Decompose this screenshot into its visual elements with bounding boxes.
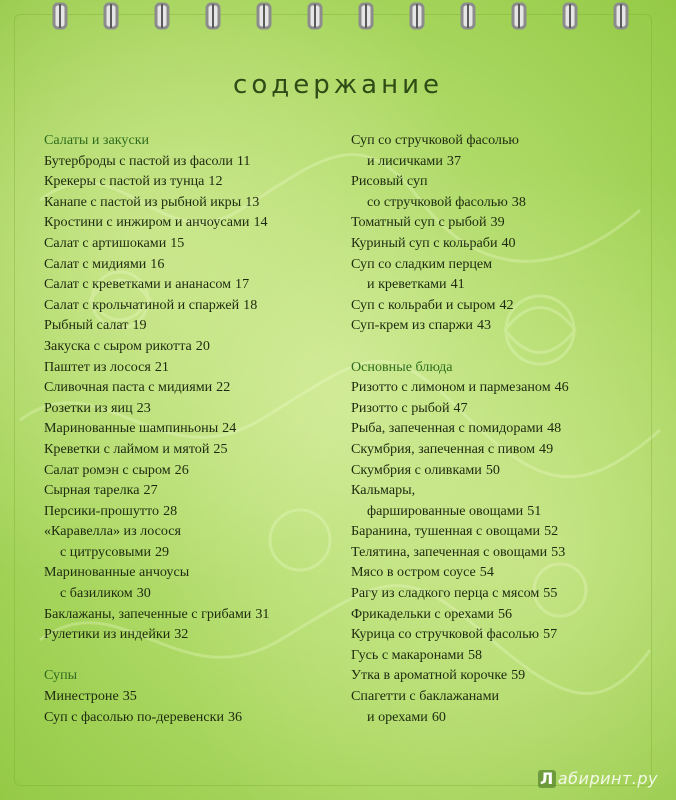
toc-page-number: 15	[170, 234, 185, 251]
toc-entry	[351, 542, 656, 563]
toc-entry-title: Персики-прошутто	[44, 502, 160, 519]
watermark-letter: Л	[538, 770, 556, 788]
toc-entry-title: Минестроне	[44, 688, 119, 705]
toc-entry-title: и креветками	[367, 276, 447, 293]
toc-entry	[44, 480, 344, 501]
toc-entry-title: Скумбрия с оливками	[351, 461, 482, 478]
toc-entry-title: Салат с крольчатиной и спаржей	[44, 296, 240, 313]
toc-entry-title: Кальмары,	[351, 482, 416, 499]
toc-entry-title: Кростини с инжиром и анчоусами	[44, 214, 250, 231]
toc-entry	[351, 171, 656, 192]
toc-entry-title: Маринованные шампиньоны	[44, 420, 219, 437]
toc-entry-title: фаршированные овощами	[367, 502, 524, 519]
toc-entry	[351, 707, 656, 728]
toc-page-number: 18	[243, 296, 258, 313]
toc-entry-title: Бутерброды с пастой из фасоли	[44, 152, 233, 169]
toc-entry	[351, 254, 656, 275]
toc-entry	[44, 171, 344, 192]
toc-entry	[44, 377, 344, 398]
toc-page-number: 53	[551, 543, 566, 560]
spiral-binding-icon	[0, 0, 676, 40]
toc-entry-title: Канапе с пастой из рыбной икры	[44, 193, 242, 210]
toc-entry-title: Суп со сладким перцем	[351, 255, 493, 272]
toc-entry-title: Сырная тарелка	[44, 482, 140, 499]
toc-entry-title: Фрикадельки с орехами	[351, 605, 494, 622]
toc-entry	[44, 418, 344, 439]
toc-page-number: 46	[554, 379, 569, 396]
toc-page-number: 59	[511, 667, 526, 684]
toc-entry	[351, 501, 656, 522]
toc-page-number: 32	[174, 626, 189, 643]
toc-page-number: 28	[163, 502, 178, 519]
toc-entry-title: Ризотто с лимоном и пармезаном	[351, 379, 551, 396]
toc-entry-title: Сливочная паста с мидиями	[44, 379, 213, 396]
toc-entry	[351, 604, 656, 625]
toc-entry-title: Паштет из лосося	[44, 358, 151, 375]
toc-entry-title: Основные блюда	[351, 358, 453, 375]
toc-page-number: 54	[479, 564, 494, 581]
toc-page-number: 49	[539, 440, 554, 457]
toc-entry-title: Ризотто с рыбой	[351, 399, 450, 416]
toc-entry	[44, 521, 344, 542]
toc-entry	[44, 501, 344, 522]
toc-entry	[351, 583, 656, 604]
toc-section-heading	[44, 130, 344, 151]
toc-entry-title: и лисичками	[367, 152, 443, 169]
toc-entry-title: Баклажаны, запеченные с грибами	[44, 605, 252, 622]
toc-entry	[44, 542, 344, 563]
toc-entry-title: с цитрусовыми	[60, 543, 151, 560]
toc-entry	[44, 398, 344, 419]
toc-entry	[351, 274, 656, 295]
toc-entry	[351, 418, 656, 439]
toc-page-number: 30	[136, 585, 151, 602]
toc-page-number: 40	[501, 234, 516, 251]
toc-entry	[44, 212, 344, 233]
toc-entry-title: Суп с кольраби и сыром	[351, 296, 496, 313]
toc-page-number: 55	[543, 585, 558, 602]
watermark-text: абиринт.ру	[557, 769, 658, 788]
toc-entry-title: и орехами	[367, 708, 428, 725]
toc-page-number: 52	[544, 523, 559, 540]
toc-entry	[44, 315, 344, 336]
toc-entry	[44, 151, 344, 172]
toc-entry-title: Суп с фасолью по-деревенски	[44, 708, 224, 725]
toc-entry	[351, 233, 656, 254]
toc-spacer	[44, 645, 344, 666]
toc-page-number: 25	[213, 440, 228, 457]
toc-entry	[351, 192, 656, 213]
toc-entry	[44, 192, 344, 213]
toc-entry-title: со стручковой фасолью	[367, 193, 508, 210]
toc-entry-title: Спагетти с баклажанами	[351, 688, 500, 705]
toc-page-number: 36	[227, 708, 243, 725]
toc-entry-title: Супы	[44, 667, 78, 684]
toc-entry	[44, 233, 344, 254]
toc-entry	[351, 295, 656, 316]
toc-page-number: 19	[132, 317, 147, 334]
toc-entry	[44, 295, 344, 316]
toc-page-number: 13	[245, 193, 260, 210]
toc-entry	[351, 521, 656, 542]
toc-section-heading	[351, 357, 656, 378]
toc-entry-title: Закуска с сыром рикотта	[44, 337, 192, 354]
toc-entry-title: Салаты и закуски	[44, 132, 150, 148]
toc-entry	[351, 645, 656, 666]
toc-entry-title: Телятина, запеченная с овощами	[351, 543, 548, 560]
toc-entry-title: Креветки с лаймом и мятой	[44, 440, 210, 457]
toc-entry	[351, 480, 656, 501]
toc-page-number: 31	[255, 605, 270, 622]
toc-page-number: 43	[476, 317, 492, 334]
toc-entry-title: Салат с артишоками	[44, 234, 167, 251]
toc-entry	[351, 212, 656, 233]
toc-page-number: 26	[174, 461, 189, 478]
toc-entry	[44, 460, 344, 481]
toc-page-number: 29	[155, 543, 170, 560]
toc-page-number: 51	[527, 502, 542, 519]
toc-entry	[351, 562, 656, 583]
toc-entry-title: Рагу из сладкого перца с мясом	[351, 585, 540, 602]
toc-page-number: 24	[222, 420, 237, 437]
toc-page-number: 17	[235, 276, 250, 293]
toc-page-number: 35	[122, 688, 137, 705]
toc-right-column	[351, 130, 656, 727]
toc-entry	[44, 439, 344, 460]
toc-section-heading	[44, 665, 344, 686]
toc-entry-title: Суп со стручковой фасолью	[351, 132, 519, 148]
toc-entry-title: Рулетики из индейки	[44, 626, 171, 643]
toc-entry-title: Рисовый суп	[351, 173, 428, 190]
toc-page-number: 38	[511, 193, 526, 210]
toc-page-number: 57	[543, 626, 558, 643]
toc-entry	[44, 562, 344, 583]
toc-entry	[351, 624, 656, 645]
toc-page-number: 14	[253, 214, 268, 231]
toc-entry-title: Салат с мидиями	[44, 255, 147, 272]
toc-entry-title: Утка в ароматной корочке	[351, 667, 508, 684]
toc-page-number: 21	[154, 358, 169, 375]
toc-entry	[44, 604, 344, 625]
toc-entry-title: Рыба, запеченная с помидорами	[351, 420, 544, 437]
toc-page-number: 22	[216, 379, 231, 396]
toc-entry	[351, 686, 656, 707]
toc-page-number: 47	[453, 399, 468, 416]
toc-entry-title: Гусь с макаронами	[351, 646, 464, 663]
toc-entry	[351, 315, 656, 336]
toc-entry	[351, 151, 656, 172]
toc-entry-title: Скумбрия, запеченная с пивом	[351, 440, 536, 457]
toc-page-number: 42	[499, 296, 514, 313]
watermark-logo	[538, 769, 658, 788]
toc-page-number: 12	[208, 173, 223, 190]
toc-page-number: 37	[446, 152, 461, 169]
toc-entry	[351, 130, 656, 151]
toc-entry-title: Салат с креветками и ананасом	[44, 276, 232, 293]
toc-entry-title: Мясо в остром соусе	[351, 564, 476, 581]
toc-entry-title: с базиликом	[60, 585, 133, 602]
toc-entry	[351, 439, 656, 460]
toc-entry-title: Крекеры с пастой из тунца	[44, 173, 205, 190]
toc-page-number: 48	[547, 420, 562, 437]
toc-page-number: 39	[490, 214, 505, 231]
toc-page-number: 60	[431, 708, 446, 725]
toc-entry	[351, 665, 656, 686]
toc-page-number: 41	[450, 276, 465, 293]
toc-page-number: 27	[143, 482, 158, 499]
toc-page-number: 20	[195, 337, 210, 354]
toc-page-number: 56	[497, 605, 513, 622]
toc-entry	[351, 398, 656, 419]
toc-entry	[44, 254, 344, 275]
toc-entry-title: Куриный суп с кольраби	[351, 234, 498, 251]
toc-entry	[44, 274, 344, 295]
toc-entry	[351, 460, 656, 481]
toc-page-number: 23	[136, 399, 151, 416]
toc-entry-title: Рыбный салат	[44, 317, 129, 334]
toc-entry-title: Баранина, тушенная с овощами	[351, 523, 541, 540]
toc-entry	[44, 624, 344, 645]
toc-entry	[44, 583, 344, 604]
toc-left-column	[44, 130, 344, 727]
toc-spacer	[351, 336, 656, 357]
toc-entry-title: Курица со стручковой фасолью	[351, 626, 540, 643]
toc-entry-title: «Каравелла» из лосося	[44, 523, 181, 540]
toc-page-number: 50	[485, 461, 500, 478]
toc-page-number: 11	[236, 152, 251, 169]
toc-page-number: 58	[467, 646, 483, 663]
toc-entry-title: Маринованные анчоусы	[44, 564, 190, 581]
toc-entry	[44, 357, 344, 378]
toc-page-number: 16	[150, 255, 165, 272]
toc-entry	[44, 707, 344, 728]
page-title: содержание	[233, 70, 443, 100]
toc-entry	[44, 686, 344, 707]
toc-entry-title: Суп-крем из спаржи	[351, 317, 473, 334]
toc-entry	[351, 377, 656, 398]
toc-entry	[44, 336, 344, 357]
toc-entry-title: Томатный суп с рыбой	[351, 214, 487, 231]
toc-entry-title: Салат ромэн с сыром	[44, 461, 171, 478]
toc-entry-title: Розетки из яиц	[44, 399, 133, 416]
